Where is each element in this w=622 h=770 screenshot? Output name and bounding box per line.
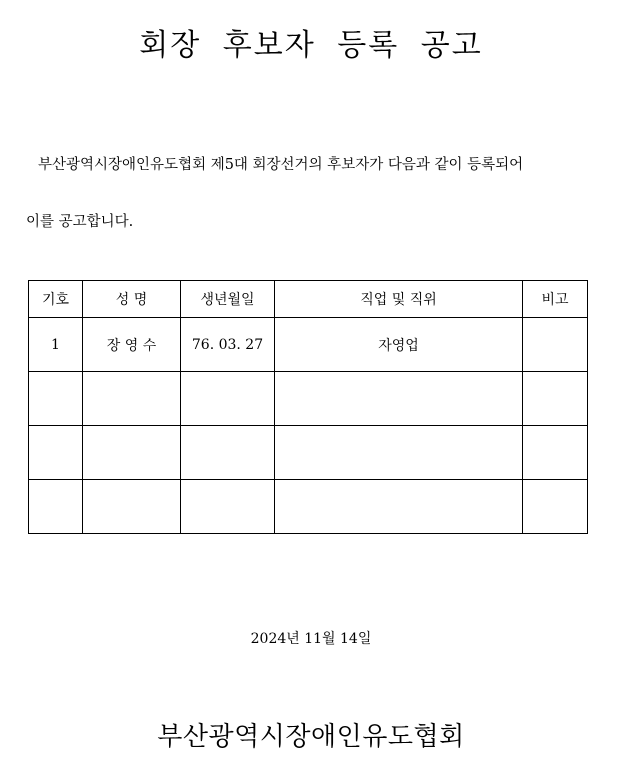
header-occupation: 직업 및 직위: [275, 281, 523, 318]
cell-name: [83, 480, 181, 534]
organization-name: 부산광역시장애인유도협회: [157, 722, 465, 752]
table-row: [29, 480, 588, 534]
body-line-2: 이를 공고합니다.: [26, 214, 134, 230]
cell-number: [29, 480, 83, 534]
cell-number: 1: [29, 318, 83, 372]
table-header-row: [29, 281, 588, 318]
header-name: 성 명: [83, 281, 181, 318]
cell-remarks: [523, 426, 588, 480]
cell-number: [29, 426, 83, 480]
body-line-1: 부산광역시장애인유도협회 제5대 회장선거의 후보자가 다음과 같이 등록되어: [38, 157, 524, 173]
table-row: [29, 318, 588, 372]
cell-occupation: 자영업: [275, 318, 523, 372]
cell-remarks: [523, 372, 588, 426]
cell-occupation: [275, 372, 523, 426]
cell-number: [29, 372, 83, 426]
announcement-date: 2024년 11월 14일: [250, 631, 372, 647]
cell-occupation: [275, 426, 523, 480]
cell-remarks: [523, 480, 588, 534]
cell-birthdate: [181, 426, 275, 480]
cell-birthdate: [181, 480, 275, 534]
cell-name: [83, 426, 181, 480]
cell-remarks: [523, 318, 588, 372]
announcement-body: [26, 137, 596, 251]
cell-birthdate: 76. 03. 27: [181, 318, 275, 372]
header-birthdate: 생년월일: [181, 281, 275, 318]
header-number: 기호: [29, 281, 83, 318]
table-row: [29, 372, 588, 426]
candidate-table: [28, 280, 588, 534]
document-title: 회장 후보자 등록 공고: [139, 28, 483, 63]
cell-birthdate: [181, 372, 275, 426]
header-remarks: 비고: [523, 281, 588, 318]
cell-occupation: [275, 480, 523, 534]
cell-name: [83, 372, 181, 426]
cell-name: 장 영 수: [83, 318, 181, 372]
table-row: [29, 426, 588, 480]
